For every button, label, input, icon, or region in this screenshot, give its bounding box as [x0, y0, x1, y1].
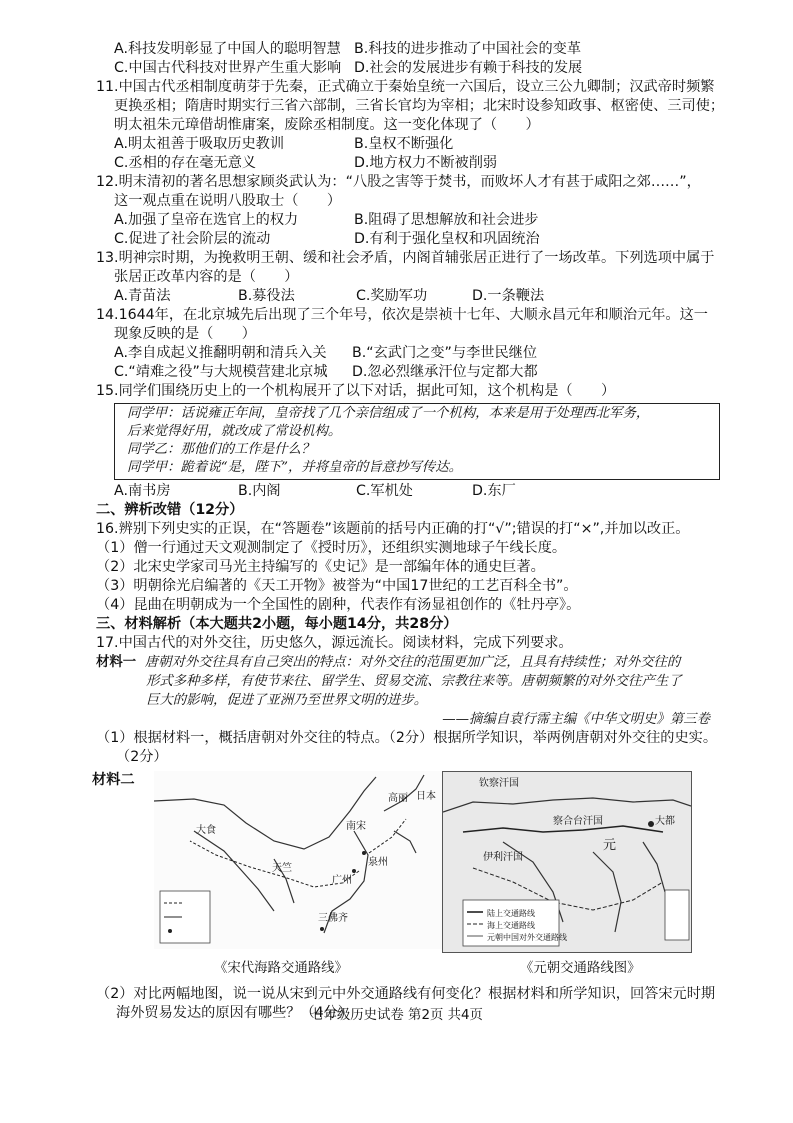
- material1-head: 材料一: [96, 655, 137, 670]
- material1-line: 唐朝对外交往具有自己突出的特点：对外交往的范围更加广泛，且具有持续性；对外交往的: [144, 655, 681, 670]
- q10-option-b[interactable]: B.科技的进步推动了中国社会的变革: [354, 41, 582, 57]
- material1-line: 巨大的影响，促进了亚洲乃至世界文明的进步。: [146, 693, 428, 708]
- q15-dialogue-line: 后来觉得好用，就改成了常设机构。: [127, 424, 342, 439]
- q17-sub2-line1: （2）对比两幅地图，说一说从宋到元中外交通路线有何变化？根据材料和所学知识，回答宋元时期: [96, 986, 716, 1002]
- yuan-transport-route-map: [442, 771, 692, 953]
- map2-label-dadu: 大都: [655, 816, 675, 827]
- q10-options-row2: [96, 59, 716, 78]
- q17-sub2-line2: 海外贸易发达的原因有哪些？（4分）: [116, 1005, 353, 1021]
- map2-label-yuan: 元: [603, 838, 617, 853]
- q11-stem-line3: 明太祖朱元璋借胡惟庸案，废除丞相制度。这一变化体现了（ ）: [114, 117, 540, 133]
- map1-label-guangzhou: 广州: [332, 875, 352, 886]
- q11-options-row2: [96, 154, 716, 173]
- q15-options: [96, 482, 716, 501]
- q12-option-d[interactable]: D.有利于强化皇权和巩固统治: [354, 231, 540, 247]
- map2-caption: 《元朝交通路线图》: [520, 961, 641, 976]
- material1-source: ——摘编自袁行霈主编《中华文明史》第三卷: [442, 712, 710, 727]
- material1: [96, 653, 716, 710]
- q11-options-row1: [96, 135, 716, 154]
- q13-option-d[interactable]: D.一条鞭法: [472, 288, 545, 304]
- q14-options-row2: [96, 363, 716, 382]
- map1-label-gaoli: 高丽: [388, 793, 408, 804]
- material2-maps: [92, 771, 716, 985]
- q17-sub1-line1: （1）根据材料一，概括唐朝对外交往的特点。（2分）根据所学知识，举两例唐朝对外交往的史实。: [96, 730, 718, 746]
- map2-label-chagatai: 察合台汗国: [553, 816, 603, 827]
- q14-stem-line1: 14.1644年，在北京城先后出现了三个年号，依次是崇祯十七年、大顺永昌元年和顺治元年。这一: [96, 307, 708, 323]
- q13-stem-line1: 13.明神宗时期，为挽救明王朝、缓和社会矛盾，内阁首辅张居正进行了一场改革。下列选项中属于: [96, 250, 715, 266]
- q13-options: [96, 287, 716, 306]
- map2-label-yili: 伊利汗国: [483, 852, 523, 863]
- map1-label-nansong: 南宋: [346, 821, 366, 832]
- q15-dialogue-line: 同学甲：跪着说“是，陛下”，并将皇帝的旨意抄写传达。: [127, 460, 463, 475]
- q14-option-c[interactable]: C.“靖难之役”与大规模营建北京城: [114, 364, 328, 380]
- map1-label-quanzhou: 泉州: [368, 857, 388, 868]
- yuan-map-graphic: [443, 772, 691, 952]
- q13-option-a[interactable]: A.青苗法: [114, 288, 171, 304]
- map2-legend-item: 海上交通路线: [487, 921, 535, 930]
- q13-option-c[interactable]: C.奖励军功: [356, 288, 428, 304]
- map1-label-sanfoqi: 三佛齐: [318, 913, 348, 924]
- q15-dialogue-line: 同学甲：话说雍正年间，皇帝找了几个亲信组成了一个机构，本来是用于处理西北军务，: [127, 406, 650, 421]
- page-footer: 七年级历史试卷 第2页 共4页: [310, 1008, 483, 1023]
- material1-line: 形式多种多样，有使节来往、留学生、贸易交流、宗教往来等。唐朝频繁的对外交往产生了: [146, 674, 682, 689]
- q11-option-c[interactable]: C.丞相的存在毫无意义: [114, 155, 257, 171]
- q14-option-a[interactable]: A.李自成起义推翻明朝和清兵入关: [114, 345, 327, 361]
- q14-option-b[interactable]: B.“玄武门之变”与李世民继位: [352, 345, 538, 361]
- q10-option-d[interactable]: D.社会的发展进步有赖于科技的发展: [354, 60, 583, 76]
- q12-stem-line2: 这一观点重在说明八股取士（ ）: [114, 193, 342, 209]
- q16-item-4: （4）昆曲在明朝成为一个全国性的剧种，代表作有汤显祖创作的《牡丹亭》。: [96, 597, 581, 613]
- q10-option-a[interactable]: A.科技发明彰显了中国人的聪明智慧: [114, 41, 341, 57]
- map2-label-qincha: 钦察汗国: [479, 778, 519, 789]
- q17-sub1-line2: （2分）: [116, 749, 168, 765]
- q12-options-row2: [96, 230, 716, 249]
- map1-label-riben: 日本: [416, 791, 436, 802]
- q12-option-a[interactable]: A.加强了皇帝在选官上的权力: [114, 212, 299, 228]
- q14-stem-line2: 现象反映的是（ ）: [114, 326, 256, 342]
- q15-option-b[interactable]: B.内阁: [238, 483, 281, 499]
- q17-stem: 17.中国古代的对外交往，历史悠久，源远流长。阅读材料，完成下列要求。: [96, 635, 573, 651]
- q16-stem: 16.辨别下列史实的正误，在“答题卷”该题前的括号内正确的打“√”;错误的打“×”,并加以改正。: [96, 521, 690, 537]
- q15-dialogue-box: [114, 403, 720, 480]
- q11-stem-line2: 更换丞相；隋唐时期实行三省六部制，三省长官均为宰相；北宋时设参知政事、枢密使、三司使；: [114, 98, 725, 114]
- exam-page: [92, 40, 725, 1023]
- q13-stem-line2: 张居正改革内容的是（ ）: [114, 269, 299, 285]
- q15-dialogue-line: 同学乙：那他们的工作是什么？: [127, 442, 315, 457]
- section2-title: 二、辨析改错（12分）: [96, 502, 244, 518]
- q15-stem: 15.同学们围绕历史上的一个机构展开了以下对话，据此可知，这个机构是（ ）: [96, 383, 616, 399]
- q12-option-b[interactable]: B.阻碍了思想解放和社会进步: [354, 212, 539, 228]
- q15-option-c[interactable]: C.军机处: [356, 483, 413, 499]
- map2-legend-item: 元朝中国对外交通路线: [487, 933, 567, 942]
- q13-option-b[interactable]: B.募役法: [238, 288, 295, 304]
- map1-caption: 《宋代海路交通路线》: [214, 961, 348, 976]
- section3-title: 三、材料解析（本大题共2小题，每小题14分，共28分）: [96, 616, 458, 632]
- q16-item-2: （2）北宋史学家司马光主持编写的《史记》是一部编年体的通史巨著。: [96, 559, 545, 575]
- q16-item-3: （3）明朝徐光启编著的《天工开物》被誉为“中国17世纪的工艺百科全书”。: [96, 578, 578, 594]
- q14-option-d[interactable]: D.忽必烈继承汗位与定都大都: [352, 364, 538, 380]
- q14-options-row1: [96, 344, 716, 363]
- q12-option-c[interactable]: C.促进了社会阶层的流动: [114, 231, 271, 247]
- map1-label-dashi: 大食: [196, 825, 216, 836]
- q11-option-a[interactable]: A.明太祖善于吸取历史教训: [114, 136, 285, 152]
- q15-option-d[interactable]: D.东厂: [472, 483, 516, 499]
- q15-option-a[interactable]: A.南书房: [114, 483, 171, 499]
- q11-stem-line1: 11.中国古代丞相制度萌芽于先秦，正式确立于秦始皇统一六国后，设立三公九卿制；汉武帝时频繁: [96, 79, 715, 95]
- song-sea-route-map: [154, 771, 444, 949]
- q16-item-1: （1）僧一行通过天文观测制定了《授时历》，还组织实测地球子午线长度。: [96, 540, 567, 556]
- map1-label-tianzhu: 天竺: [272, 863, 292, 874]
- material2-head: 材料二: [92, 772, 135, 788]
- q10-option-c[interactable]: C.中国古代科技对世界产生重大影响: [114, 60, 342, 76]
- q11-option-b[interactable]: B.皇权不断强化: [354, 136, 454, 152]
- q10-options-row1: [96, 40, 716, 59]
- map2-legend-item: 陆上交通路线: [487, 909, 535, 918]
- q12-options-row1: [96, 211, 716, 230]
- q11-option-d[interactable]: D.地方权力不断被削弱: [354, 155, 498, 171]
- q12-stem-line1: 12.明末清初的著名思想家顾炎武认为：“八股之害等于焚书，而败坏人才有甚于咸阳之郊……”，: [96, 174, 701, 190]
